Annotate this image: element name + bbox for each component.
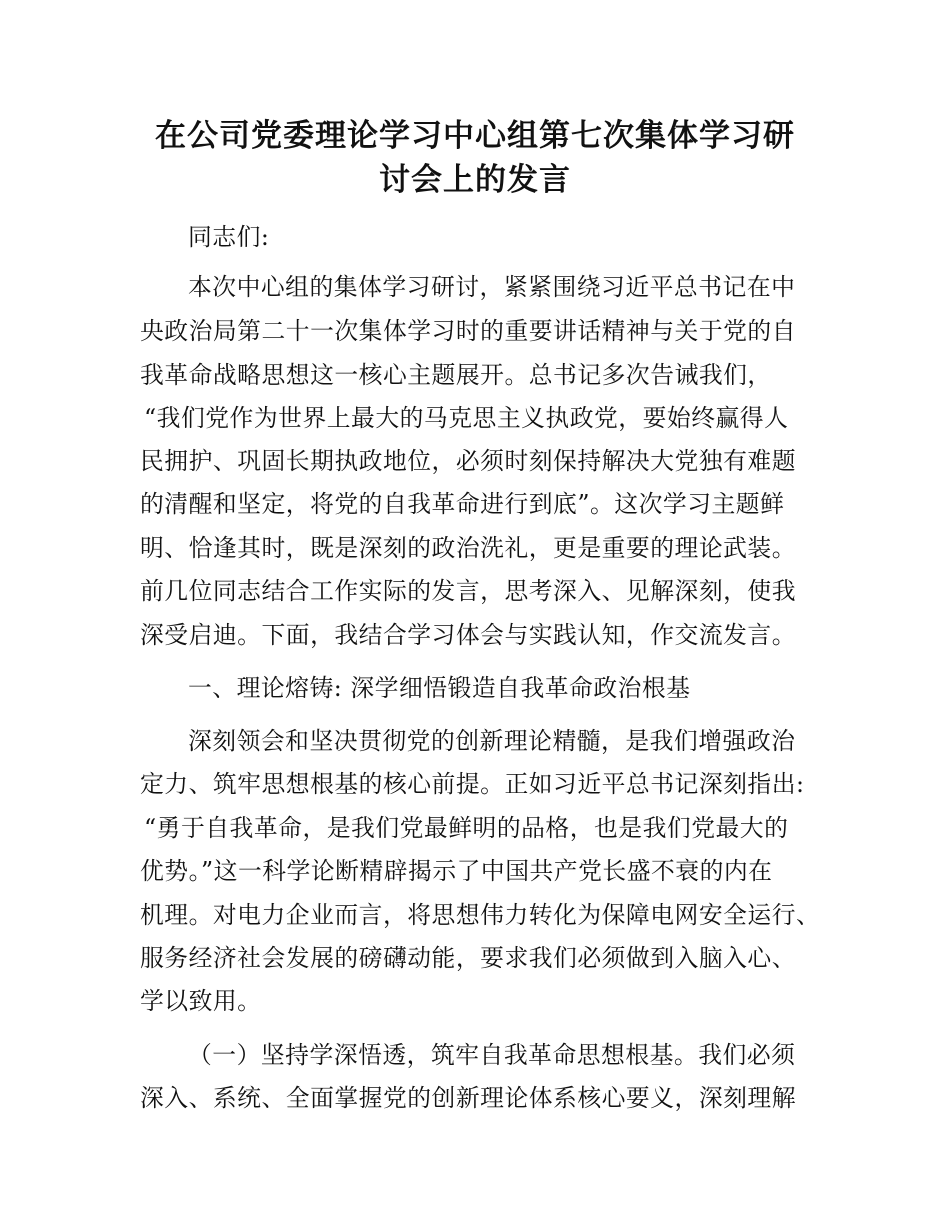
body-line: 深受启迪。下面，我结合学习体会与实践认知，作交流发言。	[140, 621, 797, 649]
body-line: 学以致用。	[140, 987, 262, 1015]
body-line: 央政治局第二十一次集体学习时的重要讲话精神与关于党的自	[140, 317, 797, 345]
body-line: 机理。对电力企业而言，将思想伟力转化为保障电网安全运行、	[140, 901, 821, 929]
body-line: 明、恰逢其时，既是深刻的政治洗礼，更是重要的理论武装。	[140, 534, 797, 562]
body-line: 我革命战略思想这一核心主题展开。总书记多次告诫我们，	[140, 361, 772, 389]
body-line: 深入、系统、全面掌握党的创新理论体系核心要义，深刻理解	[140, 1084, 797, 1112]
salutation: 同志们:	[188, 223, 270, 251]
section-heading: 一、理论熔铸: 深学细悟锻造自我革命政治根基	[188, 674, 691, 702]
body-line: 民拥护、巩固长期执政地位，必须时刻保持解决大党独有难题	[140, 447, 797, 475]
body-line: 本次中心组的集体学习研讨，紧紧围绕习近平总书记在中	[188, 273, 796, 301]
body-line: 优势。”这一科学论断精辟揭示了中国共产党长盛不衰的内在	[140, 857, 773, 885]
body-line: 深刻领会和坚决贯彻党的创新理论精髓，是我们增强政治	[188, 727, 796, 755]
body-line: 的清醒和坚定，将党的自我革命进行到底”。这次学习主题鲜	[140, 490, 785, 518]
body-line: 定力、筑牢思想根基的核心前提。正如习近平总书记深刻指出:	[140, 770, 805, 798]
body-line: “我们党作为世界上最大的马克思主义执政党，要始终赢得人	[144, 404, 789, 432]
body-line: 前几位同志结合工作实际的发言，思考深入、见解深刻，使我	[140, 577, 797, 605]
document-title-line-1: 在公司党委理论学习中心组第七次集体学习研	[155, 118, 795, 154]
document-title-line-2: 讨会上的发言	[379, 162, 571, 198]
subsection-line: （一）坚持学深悟透，筑牢自我革命思想根基。我们必须	[188, 1041, 796, 1069]
body-line: 服务经济社会发展的磅礴动能，要求我们必须做到入脑入心、	[140, 944, 797, 972]
body-line: “勇于自我革命，是我们党最鲜明的品格，也是我们党最大的	[144, 814, 789, 842]
